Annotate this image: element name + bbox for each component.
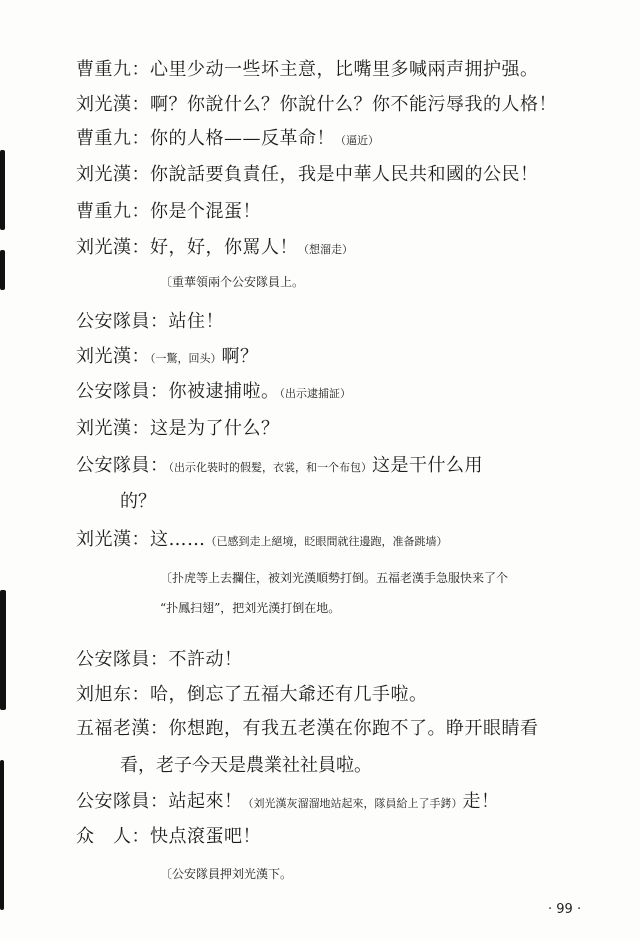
dialogue-text: 你是个混蛋！ — [150, 201, 261, 222]
dialogue-text: 心里少动一些坏主意，比嘴里多喊兩声拥护强。 — [150, 59, 539, 80]
stage-direction: 〔重華領兩个公安隊員上。 — [160, 275, 305, 289]
dialogue-text: 你的人格——反革命！ — [150, 128, 335, 149]
dialogue-continuation: 看，老子今天是農業社社員啦。 — [120, 755, 372, 776]
stage-direction: “扑鳳扫翅”，把刘光漢打倒在地。 — [160, 601, 341, 615]
stage-note: （想溜走） — [298, 243, 353, 256]
speaker-name: 刘光漢 — [76, 164, 132, 185]
speaker-name: 五福老漢 — [76, 718, 150, 739]
dialogue-line: 刘光漢：好，好，你罵人！（想溜走） — [76, 237, 353, 258]
dialogue-text: 这…… — [150, 529, 206, 550]
stage-note: （出示化裝时的假髮，衣裳，和一个布包） — [168, 461, 372, 474]
speaker-name: 刘光漢 — [76, 529, 132, 550]
speaker-name: 刘旭东 — [76, 684, 132, 705]
speaker-name: 曹重九 — [76, 59, 132, 80]
stage-note: （逼近） — [335, 134, 379, 147]
speaker-name: 刘光漢 — [76, 237, 132, 258]
dialogue-line: 刘光漢：（一驚，回头）啊？ — [76, 346, 259, 367]
speaker-name: 公安隊員 — [76, 455, 150, 476]
speaker-name: 刘光漢 — [76, 418, 132, 439]
dialogue-text: 啊？ — [221, 346, 259, 367]
stage-note: （一驚，回头） — [150, 352, 222, 365]
speaker-name: 众 人 — [76, 826, 132, 847]
dialogue-text: 这是为了什么？ — [150, 418, 280, 439]
speaker-name: 曹重九 — [76, 128, 132, 149]
speaker-name: 刘光漢 — [76, 94, 132, 115]
speaker-name: 公安隊員 — [76, 791, 150, 812]
dialogue-text: 你想跑，有我五老漢在你跑不了。睁开眼睛看 — [168, 718, 539, 739]
dialogue-line: 公安隊員：不許动！ — [76, 649, 243, 670]
stage-direction: 〔扑虎等上去攔住，被刘光漢順勢打倒。五福老漢手急服快来了个 — [160, 571, 509, 585]
dialogue-text: 好，好，你罵人！ — [150, 237, 298, 258]
dialogue-line: 曹重九：心里少动一些坏主意，比嘴里多喊兩声拥护强。 — [76, 59, 539, 80]
dialogue-line: 五福老漢：你想跑，有我五老漢在你跑不了。睁开眼睛看 — [76, 718, 539, 739]
speaker-name: 曹重九 — [76, 201, 132, 222]
stage-note: （刘光漢灰溜溜地站起來，隊員給上了手銬） — [242, 797, 463, 810]
dialogue-text: 快点滾蛋吧！ — [150, 826, 261, 847]
binding-mark — [0, 590, 6, 710]
dialogue-text: 不許动！ — [168, 649, 243, 670]
speaker-name: 公安隊員 — [76, 381, 150, 402]
dialogue-text: 啊？你說什么？你說什么？你不能污辱我的人格！ — [150, 94, 557, 115]
speaker-name: 公安隊員 — [76, 649, 150, 670]
dialogue-line: 公安隊員：你被逮捕啦。（出示逮捕証） — [76, 381, 351, 402]
stage-direction: 〔公安隊員押刘光漢下。 — [160, 867, 293, 881]
dialogue-line: 刘光漢：这……（已感到走上絕境，眨眼間就往邊跑，准备跳墙） — [76, 529, 448, 550]
dialogue-line: 曹重九：你的人格——反革命！（逼近） — [76, 128, 379, 149]
dialogue-line: 公安隊員：站起來！（刘光漢灰溜溜地站起來，隊員給上了手銬）走！ — [76, 791, 500, 812]
dialogue-text: 走！ — [462, 791, 500, 812]
binding-mark — [0, 250, 5, 290]
binding-mark — [0, 760, 4, 910]
binding-mark — [0, 150, 5, 230]
dialogue-text: 你被逮捕啦。 — [168, 381, 280, 402]
dialogue-line: 刘光漢：你說話要負責任，我是中華人民共和國的公民！ — [76, 164, 539, 185]
speaker-name: 刘光漢 — [76, 346, 132, 367]
dialogue-text: 这是干什么用 — [372, 455, 483, 476]
stage-note: （已感到走上絕境，眨眼間就往邊跑，准备跳墙） — [205, 535, 448, 548]
dialogue-text: 站起來！ — [168, 791, 243, 812]
speaker-name: 公安隊員 — [76, 311, 150, 332]
dialogue-line: 公安隊員：（出示化裝时的假髮，衣裳，和一个布包）这是干什么用 — [76, 455, 483, 476]
page-number: · 99 · — [548, 902, 582, 917]
dialogue-text: 站住！ — [168, 311, 224, 332]
dialogue-line: 刘旭东：哈，倒忘了五福大爺还有几手啦。 — [76, 684, 428, 705]
dialogue-line: 刘光漢：啊？你說什么？你說什么？你不能污辱我的人格！ — [76, 94, 557, 115]
dialogue-text: 哈，倒忘了五福大爺还有几手啦。 — [150, 684, 428, 705]
dialogue-line: 公安隊員：站住！ — [76, 311, 224, 332]
dialogue-line: 众 人：快点滾蛋吧！ — [76, 826, 261, 847]
stage-note: （出示逮捕証） — [279, 387, 351, 400]
dialogue-line: 刘光漢：这是为了什么？ — [76, 418, 280, 439]
dialogue-continuation: 的？ — [120, 491, 156, 512]
dialogue-text: 你說話要負責任，我是中華人民共和國的公民！ — [150, 164, 539, 185]
dialogue-line: 曹重九：你是个混蛋！ — [76, 201, 261, 222]
